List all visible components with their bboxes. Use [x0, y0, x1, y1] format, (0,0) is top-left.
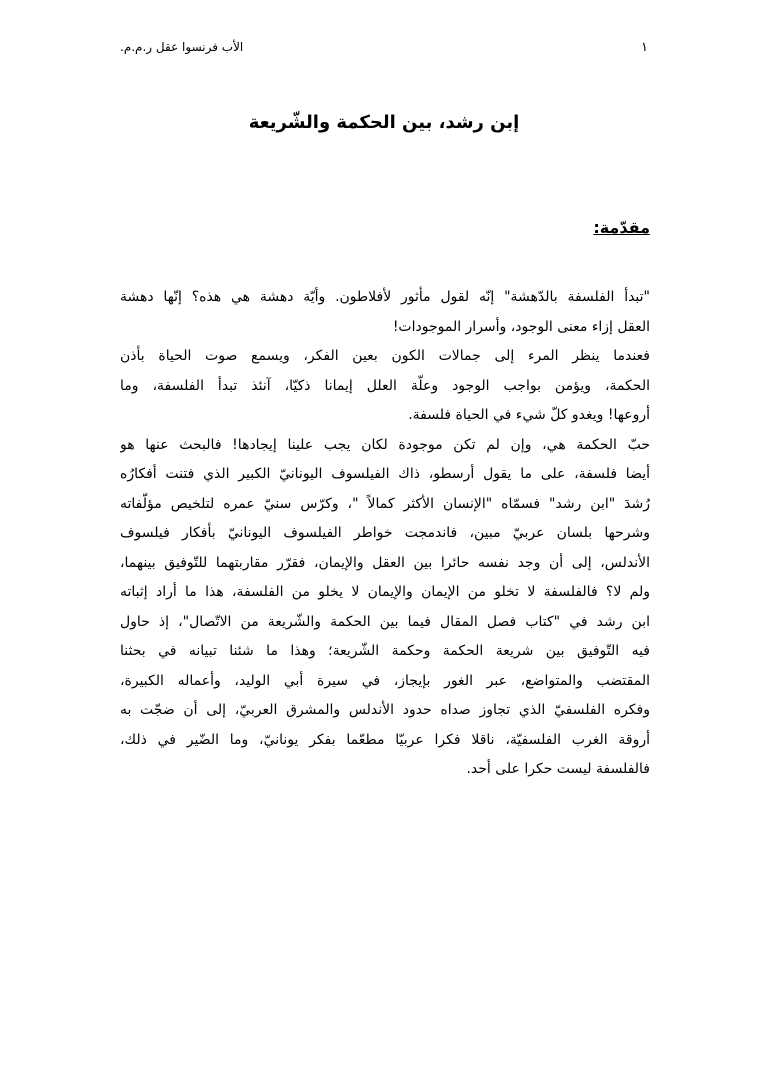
body-line: وشرحها بلسان عربيّ مبين، فاندمجت خواطر الفيلسوف اليونانيّ بأفكار فيلسوف	[120, 525, 650, 541]
body-line: فعندما ينظر المرء إلى جمالات الكون بعين الفكر، ويسمع صوت الحياة بأذن	[120, 348, 650, 364]
body-line: "تبدأ الفلسفة بالدّهشة" إنّه لقول مأثور لأفلاطون. وأيّة دهشة هي هذه؟ إنّها دهشة	[120, 289, 650, 305]
body-line: وفكره الفلسفيّ الذي تجاوز صداه حدود الأندلس والمشرق العربيّ، إلى أن ضجّت به	[120, 702, 650, 718]
body-line: فيه التّوفيق بين شريعة الحكمة وحكمة الشّريعة؛ وهذا ما شئنا تبيانه في بحثنا	[120, 643, 650, 659]
body-text	[120, 283, 650, 785]
body-line: الأندلس، إلى أن وجد نفسه حائرا بين العقل والإيمان، فقرّر مقاربتهما للتّوفيق بينهما،	[120, 554, 650, 571]
running-header: الأب فرنسوا عقل ر.م.م.	[120, 40, 244, 54]
document-title: إبن رشد، بين الحكمة والشّريعة	[248, 112, 520, 133]
body-line: أروعها! ويغدو كلّ شيء في الحياة فلسفة.	[408, 407, 650, 423]
body-line: ابن رشد في "كتاب فصل المقال فيما بين الحكمة والشّريعة من الاتّصال"، إذ حاول	[120, 613, 650, 630]
section-heading: مقدّمة:	[593, 218, 650, 237]
body-line: أيضا فلسفة، على ما يقول أرسطو، ذاك الفيلسوف اليونانيّ الكبير الذي فتنت أفكارُه	[120, 466, 650, 482]
body-line: أروقة الغرب الفلسفيّة، ناقلا فكرا عربيّا مطعّما بفكر يونانيّ، وما الضّير في ذلك،	[120, 731, 650, 748]
body-line: فالفلسفة ليست حكرا على أحد.	[466, 761, 650, 777]
body-line: رُشدَ "ابن رشد" فسمّاه "الإنسان الأكثر كمالاً "، وكرّس سنيّ عمره لتلخيص مؤلّفاته	[120, 495, 650, 512]
body-line: العقل إزاء معنى الوجود، وأسرار الموجودات!	[392, 318, 650, 335]
body-line: ولم لا؟ فالفلسفة لا تخلو من الإيمان والإيمان لا يخلو من الفلسفة، هذا ما أراد إثباته	[120, 584, 650, 600]
body-line: المقتضب والمتواضع، عبر الغور بإيجاز، في سيرة أبي الوليد، وأعماله الكبيرة،	[120, 672, 650, 689]
page-number: ١	[641, 40, 648, 55]
body-line: الحكمة، ويؤمن بواجب الوجود وعلّة العلل إيمانا ذكيّا، آنئذ تبدأ الفلسفة، وما	[120, 377, 650, 394]
body-line: حبّ الحكمة هي، وإن لم تكن موجودة لكان يجب علينا إيجادها! فالبحث عنها هو	[120, 436, 650, 453]
